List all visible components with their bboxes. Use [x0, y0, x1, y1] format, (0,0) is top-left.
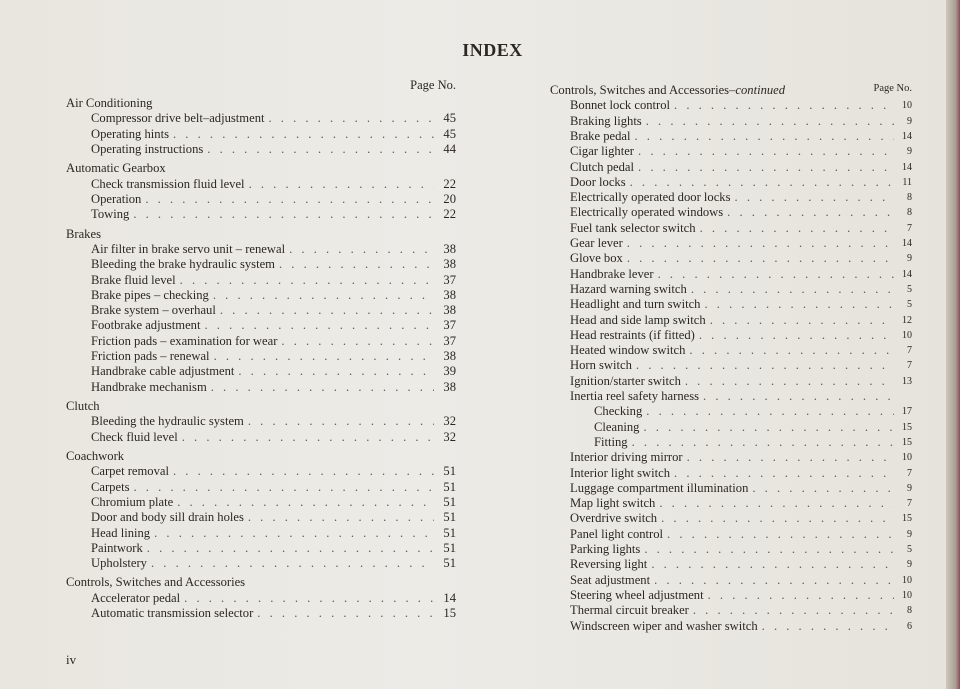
dot-leader [646, 114, 894, 129]
index-entry [550, 297, 912, 312]
entry-page-number: 15 [902, 421, 912, 433]
index-entry [550, 527, 912, 542]
dot-leader [627, 251, 894, 266]
entry-label: Operation [91, 192, 142, 206]
entry-label: Glove box [570, 251, 623, 266]
dot-leader [177, 495, 434, 510]
entry-page-number: 45 [443, 111, 456, 126]
section-heading: Air Conditioning [66, 96, 153, 110]
entry-label: Air filter in brake servo unit – renewal [91, 242, 286, 256]
index-entry [550, 542, 912, 557]
index-entry [66, 591, 456, 606]
entry-label: Overdrive switch [570, 511, 658, 526]
index-entry [550, 313, 912, 328]
entry-label: Seat adjustment [570, 572, 651, 587]
entry-label: Luggage compartment illumination [570, 480, 749, 495]
dot-leader [752, 481, 894, 496]
dot-leader [147, 541, 434, 556]
index-entry [66, 464, 456, 479]
entry-page-number: 20 [443, 192, 456, 206]
index-entry [66, 334, 456, 349]
entry-page-number: 9 [907, 146, 912, 158]
section-heading: Brakes [66, 226, 101, 241]
entry-page-number: 9 [907, 559, 912, 571]
entry-label: Parking lights [570, 542, 641, 557]
dot-leader [248, 510, 434, 525]
dot-leader [151, 556, 434, 571]
entry-page-number: 22 [443, 207, 456, 222]
dot-leader [638, 160, 894, 175]
entry-label: Interior driving mirror [570, 450, 683, 465]
index-entry [550, 251, 912, 266]
entry-label: Carpets [91, 479, 130, 494]
index-entry [66, 349, 456, 364]
index-entry [550, 481, 912, 496]
dot-leader [704, 297, 894, 312]
entry-page-number: 7 [907, 467, 912, 479]
index-section [66, 575, 456, 621]
book-edge [946, 0, 960, 689]
dot-leader [703, 389, 894, 404]
dot-leader [257, 606, 434, 621]
index-entry [550, 343, 912, 358]
dot-leader [220, 303, 434, 318]
dot-leader [627, 236, 894, 251]
dot-leader [248, 414, 434, 429]
entry-label: Inertia reel safety harness [570, 389, 700, 404]
index-entry [66, 177, 456, 192]
entry-page-number: 14 [902, 131, 912, 142]
dot-leader [685, 374, 894, 389]
dot-leader [654, 573, 894, 588]
entry-page-number: 10 [902, 574, 912, 586]
entry-label: Accelerator pedal [91, 590, 181, 605]
dot-leader [674, 466, 894, 481]
entry-page-number: 10 [902, 329, 912, 341]
entry-label: Paintwork [91, 540, 143, 555]
entry-label: Operating hints [91, 126, 169, 141]
entry-page-number: 11 [902, 176, 912, 188]
index-entry [550, 114, 912, 129]
entry-page-number: 22 [443, 176, 456, 191]
entry-page-number: 51 [443, 556, 456, 571]
entry-label: Carpet removal [91, 464, 169, 479]
index-entry [66, 273, 456, 288]
entry-page-number: 45 [443, 126, 456, 141]
entry-page-number: 38 [443, 257, 456, 272]
entry-page-number: 37 [443, 333, 456, 348]
dot-leader [289, 242, 434, 257]
entry-page-number: 5 [907, 299, 912, 311]
index-entry [66, 480, 456, 495]
entry-page-number: 17 [902, 406, 912, 418]
dot-leader [632, 435, 894, 450]
entry-label: Head and side lamp switch [570, 312, 706, 327]
dot-leader [699, 328, 894, 343]
index-entry [550, 466, 912, 481]
entry-page-number: 37 [443, 318, 456, 333]
entry-label: Operating instructions [91, 142, 204, 156]
entry-label: Automatic transmission selector [91, 606, 254, 621]
entry-page-number: 32 [443, 414, 456, 429]
index-entry [66, 414, 456, 429]
index-section [66, 449, 456, 571]
left-sections [66, 96, 456, 621]
entry-page-number: 9 [907, 528, 912, 540]
dot-leader [646, 404, 894, 419]
entry-page-number: 51 [443, 510, 456, 525]
page-number-header-right: Page No. [873, 83, 912, 94]
entry-label: Check fluid level [91, 429, 178, 444]
entry-page-number: 15 [902, 436, 912, 448]
section-heading: Coachwork [66, 448, 125, 463]
entry-page-number: 44 [443, 142, 456, 156]
section-heading: Automatic Gearbox [66, 161, 166, 176]
entry-page-number: 51 [443, 525, 456, 540]
dot-leader [638, 144, 894, 159]
section-heading [550, 83, 912, 98]
dot-leader [249, 177, 434, 192]
section-heading: Controls, Switches and Accessories [66, 575, 246, 590]
index-entry [66, 510, 456, 525]
section-heading-text: Controls, Switches and Accessories– [550, 83, 736, 97]
index-entry [550, 404, 912, 419]
entry-page-number: 6 [907, 620, 912, 632]
entry-page-number: 9 [907, 115, 912, 127]
index-entry [550, 129, 912, 144]
entry-page-number: 38 [443, 287, 456, 302]
dot-leader [213, 288, 434, 303]
entry-label: Fitting [594, 434, 628, 449]
dot-leader [667, 527, 894, 542]
entry-label: Windscreen wiper and washer switch [570, 618, 758, 633]
entry-page-number: 12 [902, 314, 912, 326]
index-entry [66, 526, 456, 541]
entry-page-number: 51 [443, 464, 456, 479]
entry-label: Friction pads – renewal [91, 349, 210, 364]
index-entry [550, 619, 912, 634]
index-entry [550, 328, 912, 343]
entry-label: Handbrake lever [570, 266, 654, 281]
entry-page-number: 8 [907, 207, 912, 219]
entry-label: Bleeding the hydraulic system [91, 414, 244, 429]
dot-leader [214, 349, 434, 364]
entry-label: Brake pipes – checking [91, 287, 209, 302]
index-entry [66, 303, 456, 318]
dot-leader [180, 273, 434, 288]
entry-label: Towing [91, 207, 130, 222]
entry-label: Hazard warning switch [570, 281, 687, 296]
entry-label: Fuel tank selector switch [570, 220, 696, 235]
index-entry [550, 557, 912, 572]
dot-leader [727, 205, 894, 220]
entry-page-number: 38 [443, 242, 456, 256]
index-entry [550, 267, 912, 282]
entry-label: Upholstery [91, 556, 147, 571]
entry-page-number: 39 [443, 364, 456, 379]
entry-page-number: 51 [443, 479, 456, 494]
dot-leader [659, 496, 894, 511]
entry-label: Map light switch [570, 496, 656, 511]
dot-leader [211, 380, 434, 395]
index-entry [66, 541, 456, 556]
entry-label: Interior light switch [570, 465, 671, 480]
dot-leader [710, 313, 894, 328]
dot-leader [700, 221, 894, 236]
dot-leader [658, 267, 894, 282]
index-entry [66, 495, 456, 510]
index-entry [66, 288, 456, 303]
dot-leader [644, 542, 894, 557]
entry-label: Head lining [91, 525, 151, 540]
page-footer-number: iv [66, 652, 77, 667]
index-entry [550, 175, 912, 190]
index-entry [550, 374, 912, 389]
entry-label: Braking lights [570, 113, 642, 128]
entry-page-number: 7 [907, 222, 912, 234]
dot-leader [268, 111, 434, 126]
index-entry [66, 111, 456, 126]
index-entry [550, 389, 912, 404]
index-entry [66, 192, 456, 207]
entry-page-number: 38 [443, 349, 456, 364]
index-entry [550, 511, 912, 526]
dot-leader [674, 98, 894, 113]
index-section [66, 227, 456, 395]
entry-label: Electrically operated windows [570, 205, 724, 220]
index-entry [550, 282, 912, 297]
index-entry [550, 221, 912, 236]
index-entry [550, 450, 912, 465]
entry-page-number: 15 [443, 606, 456, 621]
dot-leader [635, 129, 895, 144]
dot-leader [735, 190, 894, 205]
entry-page-number: 7 [907, 498, 912, 510]
entry-label: Friction pads – examination for wear [91, 333, 278, 348]
entry-label: Ignition/starter switch [570, 373, 681, 388]
dot-leader [173, 464, 434, 479]
dot-leader [691, 282, 894, 297]
entry-page-number: 10 [902, 589, 912, 601]
entry-page-number: 37 [443, 272, 456, 287]
entry-label: Steering wheel adjustment [570, 587, 704, 602]
entry-page-number: 9 [907, 482, 912, 494]
index-entry [66, 606, 456, 621]
index-entry [66, 380, 456, 395]
entry-page-number: 7 [907, 360, 912, 372]
entry-label: Check transmission fluid level [91, 176, 245, 191]
index-entry [550, 435, 912, 450]
entry-label: Electrically operated door locks [570, 190, 731, 205]
entry-page-number: 15 [902, 513, 912, 525]
entry-page-number: 51 [443, 540, 456, 555]
entry-page-number: 9 [907, 253, 912, 265]
dot-leader [204, 318, 434, 333]
entry-label: Checking [594, 404, 643, 419]
entry-page-number: 14 [443, 590, 456, 605]
entry-page-number: 5 [907, 283, 912, 295]
entry-page-number: 14 [902, 161, 912, 173]
entry-label: Thermal circuit breaker [570, 603, 689, 618]
entry-label: Panel light control [570, 526, 664, 541]
dot-leader [154, 526, 434, 541]
dot-leader [687, 450, 894, 465]
page-title: INDEX [462, 40, 523, 60]
dot-leader [184, 591, 434, 606]
entry-label: Brake fluid level [91, 272, 176, 287]
entry-label: Reversing light [570, 557, 648, 572]
index-entry [550, 588, 912, 603]
dot-leader [636, 358, 894, 373]
index-entry [550, 496, 912, 511]
dot-leader [693, 603, 894, 618]
entry-label: Chromium plate [91, 494, 174, 509]
index-entry [550, 358, 912, 373]
index-section [66, 96, 456, 157]
index-entry [550, 603, 912, 618]
entry-label: Brake system – overhaul [91, 303, 216, 318]
index-entry [66, 207, 456, 222]
right-items [550, 98, 912, 633]
index-entry [66, 242, 456, 257]
entry-label: Headlight and turn switch [570, 297, 701, 312]
index-entry [66, 257, 456, 272]
entry-label: Bleeding the brake hydraulic system [91, 257, 275, 272]
entry-page-number: 51 [443, 494, 456, 509]
entry-label: Bonnet lock control [570, 98, 671, 113]
entry-label: Door locks [570, 174, 626, 189]
entry-page-number: 10 [902, 452, 912, 464]
index-entry [550, 205, 912, 220]
entry-label: Clutch pedal [570, 159, 635, 174]
dot-leader [708, 588, 894, 603]
dot-leader [279, 257, 434, 272]
dot-leader [689, 343, 894, 358]
index-entry [66, 430, 456, 445]
entry-label: Cleaning [594, 419, 640, 434]
entry-page-number: 14 [902, 238, 912, 250]
entry-page-number [898, 389, 912, 404]
dot-leader [762, 619, 894, 634]
index-entry [550, 190, 912, 205]
dot-leader [182, 430, 434, 445]
page-number-header: Page No. [410, 78, 456, 92]
dot-leader [643, 420, 894, 435]
index-entry [550, 573, 912, 588]
entry-page-number: 13 [902, 375, 912, 387]
dot-leader [238, 364, 434, 379]
left-column [66, 78, 456, 621]
entry-label: Handbrake mechanism [91, 379, 207, 394]
dot-leader [281, 334, 434, 349]
index-entry [66, 127, 456, 142]
entry-label: Head restraints (if fitted) [570, 327, 695, 342]
entry-label: Horn switch [570, 358, 632, 373]
entry-page-number: 7 [907, 345, 912, 357]
entry-label: Footbrake adjustment [91, 318, 201, 333]
entry-page-number: 8 [907, 605, 912, 617]
right-column [550, 83, 912, 634]
entry-page-number: 38 [443, 379, 456, 394]
entry-label: Cigar lighter [570, 144, 635, 159]
entry-page-number: 32 [443, 429, 456, 444]
index-entry [550, 98, 912, 113]
index-entry [66, 318, 456, 333]
dot-leader [651, 557, 894, 572]
entry-label: Door and body sill drain holes [91, 510, 244, 525]
entry-page-number: 5 [907, 544, 912, 556]
entry-label: Compressor drive belt–adjustment [91, 111, 265, 126]
dot-leader [207, 142, 434, 157]
entry-page-number: 10 [902, 100, 912, 112]
dot-leader [661, 511, 894, 526]
section-heading: Clutch [66, 398, 100, 413]
entry-label: Handbrake cable adjustment [91, 364, 235, 379]
index-entry [66, 142, 456, 157]
dot-leader [173, 127, 434, 142]
index-entry [550, 420, 912, 435]
index-entry [66, 364, 456, 379]
entry-page-number: 14 [902, 268, 912, 280]
dot-leader [145, 192, 434, 207]
entry-label: Heated window switch [570, 343, 686, 358]
index-entry [550, 160, 912, 175]
index-entry [550, 236, 912, 251]
index-entry [66, 556, 456, 571]
index-section [66, 399, 456, 445]
dot-leader [133, 480, 434, 495]
index-section [66, 161, 456, 222]
dot-leader [630, 175, 894, 190]
entry-page-number: 8 [907, 192, 912, 204]
entry-label: Brake pedal [570, 129, 631, 143]
entry-page-number: 38 [443, 303, 456, 318]
dot-leader [133, 207, 434, 222]
index-entry [550, 144, 912, 159]
continued-label: continued [735, 83, 786, 97]
entry-label: Gear lever [570, 236, 623, 251]
